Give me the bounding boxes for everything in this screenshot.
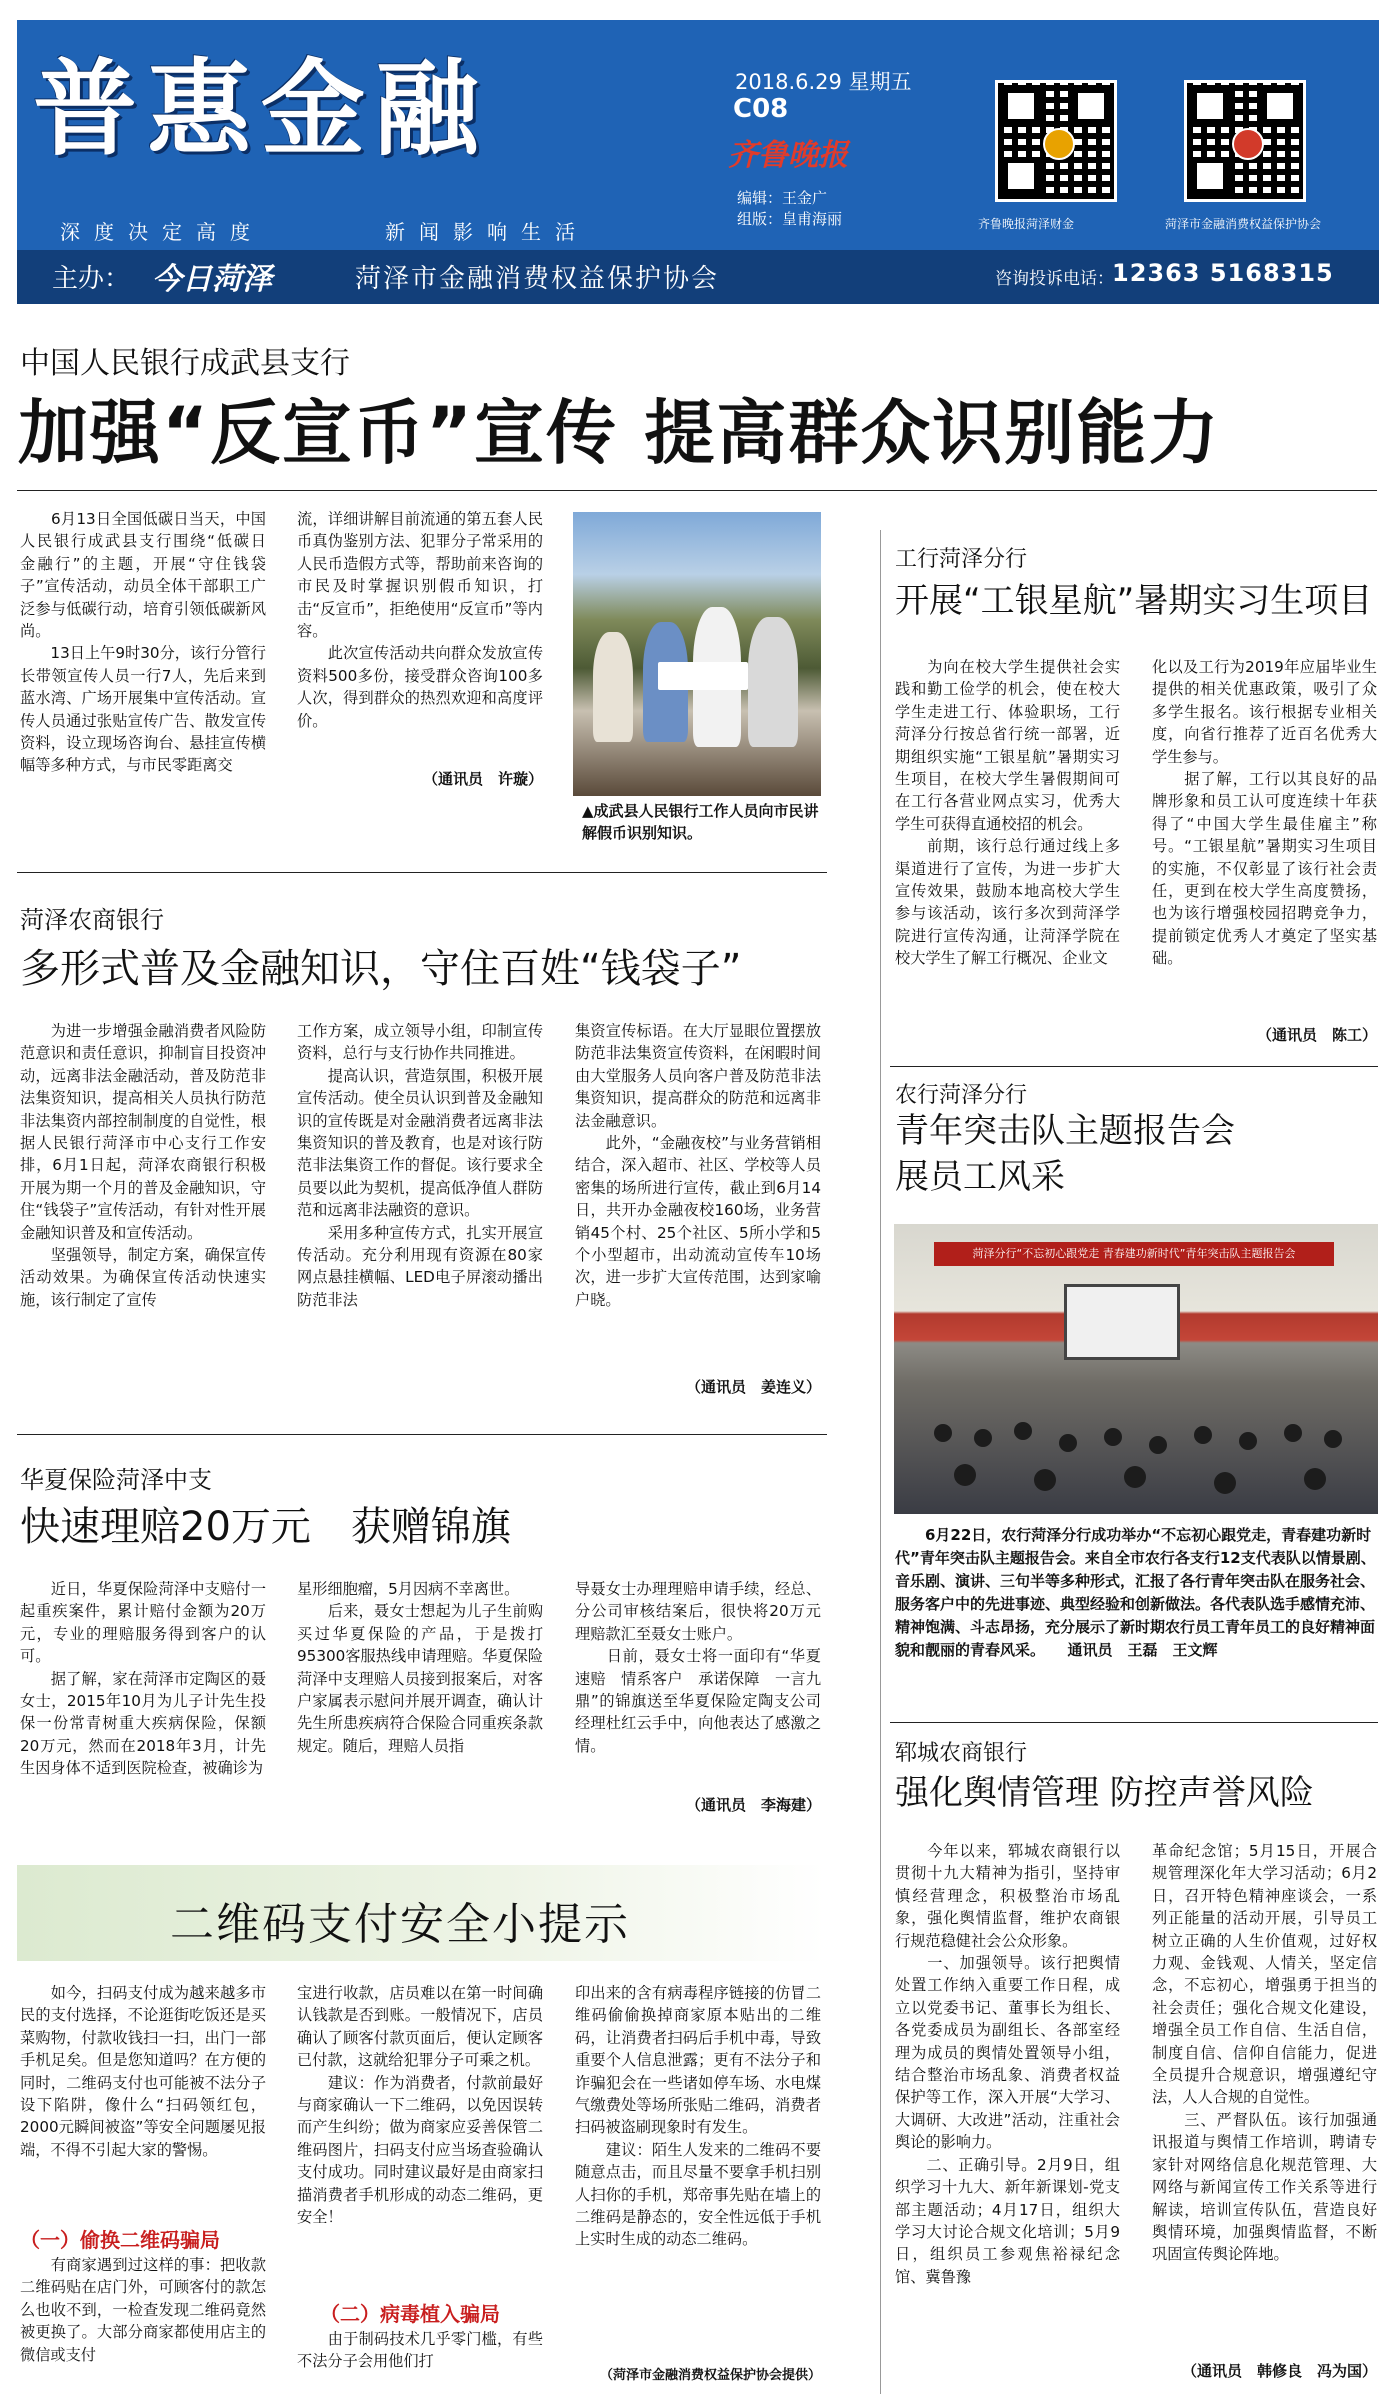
article-body: 集资宣传标语。在大厅显眼位置摆放防范非法集资宣传资料，在闲暇时间由大堂服务人员向客户普及防范非法集资知识，提高群众的防范和远离非法金融意识。 此外，“金融夜校”与业务营销相结合，深入超市、社区、学校等人员密集的场所进行宣传，截止到6月14日，共开办金融夜校160场，业务营销45个村、25个社区、5所小学和5个小型超市，出动流动宣传车10场次，进一步扩大宣传范围，达到家喻户晓。 bbox=[575, 1022, 821, 1309]
article-headline: 快速理赔20万元 获赠锦旗 bbox=[20, 1504, 511, 1550]
photo-caption: ▲成武县人民银行工作人员向市民讲解假币识别知识。 bbox=[582, 802, 819, 842]
article-kicker: 中国人民银行成武县支行 bbox=[20, 346, 350, 381]
sponsor-paper-logo: 今日菏泽 bbox=[152, 262, 272, 297]
article-body: 化以及工行为2019年应届毕业生提供的相关优惠政策，吸引了众多学生报名。该行根据专业相关度，向省行推荐了近百名优秀大学生参与。 据了解，工行以其良好的品牌形象和员工认可度连续十年获得了“中国大学生最佳雇主”称号。“工银星航”暑期实习生项目的实施，不仅彰显了该行社会责任，更到在校大学生高度赞扬，也为该行增强校园招聘竞争力，提前锁定优秀人才奠定了坚实基础。 bbox=[1152, 658, 1377, 968]
article-body: 如今，扫码支付成为越来越多市民的支付选择，不论逛街吃饭还是买菜购物，付款收钱扫一扫，出门一部手机足矣。但是您知道吗？在方便的同时，二维码支付也可能被不法分子设下陷阱，像什么“扫码领红包，2000元瞬间被盗”等安全问题屡见报端，不得不引起大家的警惕。 bbox=[20, 1984, 266, 2159]
masthead-slogan-left: 深度决定高度 bbox=[60, 220, 264, 244]
photo-caption: 6月22日，农行菏泽分行成功举办“不忘初心跟党走，青春建功新时代”青年突击队主题报告会。来自全市农行各支行12支代表队以情景剧、音乐剧、演讲、三句半等多种形式，汇报了各行青年突击队在服务社会、服务客户中的先进事迹、典型经验和创新做法。各代表队选手感情充沛、精神饱满、斗志昂扬，充分展示了新时期农行员工青年员工的良好精神面貌和靓丽的青春风采。 通讯员 王磊 王文辉 bbox=[895, 1526, 1376, 1659]
issue-date: 2018.6.29 星期五 bbox=[735, 70, 912, 94]
hotline-number: 12363 5168315 bbox=[1112, 259, 1334, 287]
article-body: 为向在校大学生提供社会实践和勤工俭学的机会，使在校大学生走进工行、体验职场，工行菏泽分行按总省行统一部署，近期组织实施“工银星航”暑期实习生项目，在校大学生暑假期间可在工行各营业网点实习，优秀大学生可获得直通校招的机会。 前期，该行总行通过线上多渠道进行了宣传，为进一步扩大宣传效果，鼓励本地高校大学生参与该活动，该行多次到菏泽学院进行宣传沟通，让菏泽学院在校大学生了解工行概况、企业文 bbox=[895, 658, 1120, 968]
article-kicker: 郓城农商银行 bbox=[895, 1741, 1028, 1766]
article-headline: 开展“工银星航”暑期实习生项目 bbox=[895, 581, 1373, 621]
masthead-slogan-right: 新闻影响生活 bbox=[385, 220, 589, 244]
divider bbox=[17, 872, 827, 873]
divider bbox=[17, 490, 1377, 491]
tips-subheading: （一）偷换二维码骗局 bbox=[20, 2228, 220, 2252]
sponsor-label: 主办： bbox=[52, 264, 131, 294]
divider bbox=[17, 1434, 827, 1435]
article-body: 近日，华夏保险菏泽中支赔付一起重疾案件，累计赔付金额为20万元，专业的理赔服务得到客户的认可。 据了解，家在菏泽市定陶区的聂女士，2015年10月为儿子计先生投保一份常青树重大疾病保险，保额20万元，然而在2018年3月，计先生因身体不适到医院检查，被确诊为 bbox=[20, 1580, 266, 1778]
article-byline: （通讯员 姜连义） bbox=[685, 1378, 821, 1396]
article-kicker: 华夏保险菏泽中支 bbox=[20, 1466, 212, 1494]
article-byline: （通讯员 韩修良 冯为国） bbox=[1181, 2362, 1377, 2380]
news-photo bbox=[573, 512, 821, 796]
article-byline: （菏泽市金融消费权益保护协会提供） bbox=[599, 2368, 821, 2383]
newspaper-logo: 齐鲁晚报 bbox=[728, 138, 848, 173]
article-kicker: 菏泽农商银行 bbox=[20, 906, 164, 934]
article-headline: 展员工风采 bbox=[895, 1157, 1065, 1197]
layout-credit: 组版：皇甫海丽 bbox=[737, 210, 843, 228]
news-photo bbox=[894, 1224, 1378, 1514]
article-body: 流，详细讲解目前流通的第五套人民币真伪鉴别方法、犯罪分子常采用的人民币造假方式等，帮助前来咨询的市民及时掌握识别假币知识，打击“反宣币”，拒绝使用“反宣币”等内容。 此次宣传活动共向群众发放宣传资料500多份，接受群众咨询100多人次，得到群众的热烈欢迎和高度评价。 bbox=[297, 510, 543, 730]
article-body: 宝进行收款，店员难以在第一时间确认钱款是否到账。一般情况下，店员确认了顾客付款页面后，便认定顾客已付款，这就给犯罪分子可乘之机。 建议：作为消费者，付款前最好与商家确认一下二维码，以免因误转而产生纠纷；做为商家应妥善保管二维码图片，扫码支付应当场查验确认支付成功。同时建议最好是由商家扫描消费者手机形成的动态二维码，更安全！ bbox=[297, 1984, 543, 2227]
article-body: 导聂女士办理理赔申请手续，经总、分公司审核结案后，很快将20万元理赔款汇至聂女士账户。 日前，聂女士将一面印有“华夏速赔 情系客户 承诺保障 一言九鼎”的锦旗送至华夏保险定陶支公司经理杜红云手中，向他表达了感激之情。 bbox=[575, 1580, 821, 1755]
tips-title: 二维码支付安全小提示 bbox=[170, 1899, 630, 1950]
article-byline: （通讯员 许璇） bbox=[422, 770, 543, 788]
page-number: C08 bbox=[733, 94, 789, 124]
article-headline: 青年突击队主题报告会 bbox=[895, 1111, 1235, 1151]
projection-screen bbox=[1064, 1284, 1180, 1360]
masthead-title: 普惠金融 bbox=[33, 48, 490, 170]
qr-code-icon bbox=[1184, 80, 1306, 202]
divider bbox=[890, 1722, 1378, 1723]
divider bbox=[890, 1066, 1378, 1067]
article-body: 星形细胞瘤，5月因病不幸离世。 后来，聂女士想起为儿子生前购买过华夏保险的产品，于是拨打95300客服热线申请理赔。华夏保险菏泽中支理赔人员接到报案后，对客户家属表示慰问并展开调查，确认计先生所患疾病符合保险合同重疾条款规定。随后，理赔人员指 bbox=[297, 1580, 543, 1755]
article-body: 为进一步增强金融消费者风险防范意识和责任意识，抑制盲目投资冲动，远离非法金融活动，普及防范非法集资知识，提高相关人员执行防范非法集资内部控制制度的自觉性，根据人民银行菏泽市中心支行工作安排，6月1日起，菏泽农商银行积极开展为期一个月的普及金融知识，守住“钱袋子”宣传活动，有针对性开展金融知识普及和宣传活动。 坚强领导，制定方案，确保宣传活动效果。为确保宣传活动快速实施，该行制定了宣传 bbox=[20, 1022, 266, 1309]
article-body: 由于制码技术几乎零门槛，有些不法分子会用他们打 bbox=[297, 2330, 543, 2371]
hotline-label: 咨询投诉电话： bbox=[995, 269, 1114, 289]
article-byline: （通讯员 陈工） bbox=[1256, 1026, 1377, 1044]
editor-credit: 编辑：王金广 bbox=[737, 189, 828, 207]
article-headline: 加强“反宣币”宣传 提高群众识别能力 bbox=[18, 392, 1221, 474]
article-body: 有商家遇到过这样的事：把收款二维码贴在店门外，可顾客付的款怎么也收不到，一检查发现二维码竟然被更换了。大部分商家都使用店主的微信或支付 bbox=[20, 2256, 266, 2364]
article-kicker: 农行菏泽分行 bbox=[895, 1083, 1028, 1108]
qr-caption: 齐鲁晚报菏泽财金 bbox=[978, 217, 1075, 231]
article-byline: （通讯员 李海建） bbox=[685, 1796, 821, 1814]
article-body: 印出来的含有病毒程序链接的仿冒二维码偷偷换掉商家原本贴出的二维码，让消费者扫码后手机中毒，导致重要个人信息泄露；更有不法分子和诈骗犯会在一些诸如停车场、水电煤气缴费处等场所张贴二维码，消费者扫码被盗刷现象时有发生。 建议：陌生人发来的二维码不要随意点击，而且尽量不要拿手机扫别人扫你的手机，郑帝事先贴在墙上的二维码是静态的，安全性远低于手机上实时生成的动态二维码。 bbox=[575, 1984, 821, 2249]
article-body: 工作方案，成立领导小组，印制宣传资料，总行与支行协作共同推进。 提高认识，营造氛围，积极开展宣传活动。使全员认识到普及金融知识的宣传既是对金融消费者远离非法集资知识的普及教育，也是对该行防范非法集资工作的督促。该行要求全员要以此为契机，提高低净值人群防范和远离非法融资的意识。 采用多种宣传方式，扎实开展宣传活动。充分利用现有资源在80家网点悬挂横幅、LED电子屏滚动播出防范非法 bbox=[297, 1022, 543, 1309]
article-body: 6月13日全国低碳日当天，中国人民银行成武县支行围绕“低碳日 金融行”的主题，开展“守住钱袋子”宣传活动，动员全体干部职工广泛参与低碳行动，培育引领低碳新风尚。 13日上午9时30分，该行分管行长带领宣传人员一行7人，先后来到蓝水湾、广场开展集中宣传活动。宣传人员通过张贴宣传广告、散发宣传资料，设立现场咨询台、悬挂宣传横幅等多种方式，与市民零距离交 bbox=[20, 510, 266, 775]
article-headline: 强化舆情管理 防控声誉风险 bbox=[895, 1773, 1314, 1813]
article-body: 今年以来，郓城农商银行以贯彻十九大精神为指引，坚持审慎经营理念，积极整治市场乱象，强化舆情监督，维护农商银行规范稳健社会公众形象。 一、加强领导。该行把舆情处置工作纳入重要工作日程，成立以党委书记、董事长为组长、各党委成员为副组长、各部室经理为成员的舆情处置领导小组，结合整治市场乱象、消费者权益保护等工作，深入开展“大学习、大调研、大改进”活动，注重社会舆论的影响力。 二、正确引导。2月9日，组织学习十九大、新年新课划-党支部主题活动；4月17日，组织大学习大讨论合规文化培训；5月9日，组织员工参观焦裕禄纪念馆、冀鲁豫 bbox=[895, 1842, 1120, 2286]
article-headline: 多形式普及金融知识，守住百姓“钱袋子” bbox=[20, 946, 742, 992]
qr-caption: 菏泽市金融消费权益保护协会 bbox=[1165, 217, 1322, 231]
tips-subheading: （二）病毒植入骗局 bbox=[320, 2302, 500, 2326]
photo-banner-text: 菏泽分行“不忘初心跟党走 青春建功新时代”青年突击队主题报告会 bbox=[934, 1242, 1334, 1266]
article-kicker: 工行菏泽分行 bbox=[895, 547, 1028, 572]
article-body: 革命纪念馆；5月15日，开展合规管理深化年大学习活动；6月2日，召开特色精神座谈会，一系列正能量的活动开展，引导员工树立正确的人生价值观，过好权力观、金钱观、人情关，坚定信念，不忘初心，增强勇于担当的社会责任；强化合规文化建设，增强全员工作自信、生活自信，制度自信、信仰自信能力，促进全员提升合规意识，增强遵纪守法，人人合规的自觉性。 三、严督队伍。该行加强通讯报道与舆情工作培训，聘请专家针对网络信息化规范管理、大网络与新闻宣传工作关系等进行解读，培训宣传队伍，营造良好舆情环境，加强舆情监督，不断巩固宣传舆论阵地。 bbox=[1152, 1842, 1377, 2264]
qr-code-icon bbox=[995, 80, 1117, 202]
sponsor-organization: 菏泽市金融消费权益保护协会 bbox=[355, 264, 720, 294]
column-divider bbox=[880, 530, 881, 2394]
